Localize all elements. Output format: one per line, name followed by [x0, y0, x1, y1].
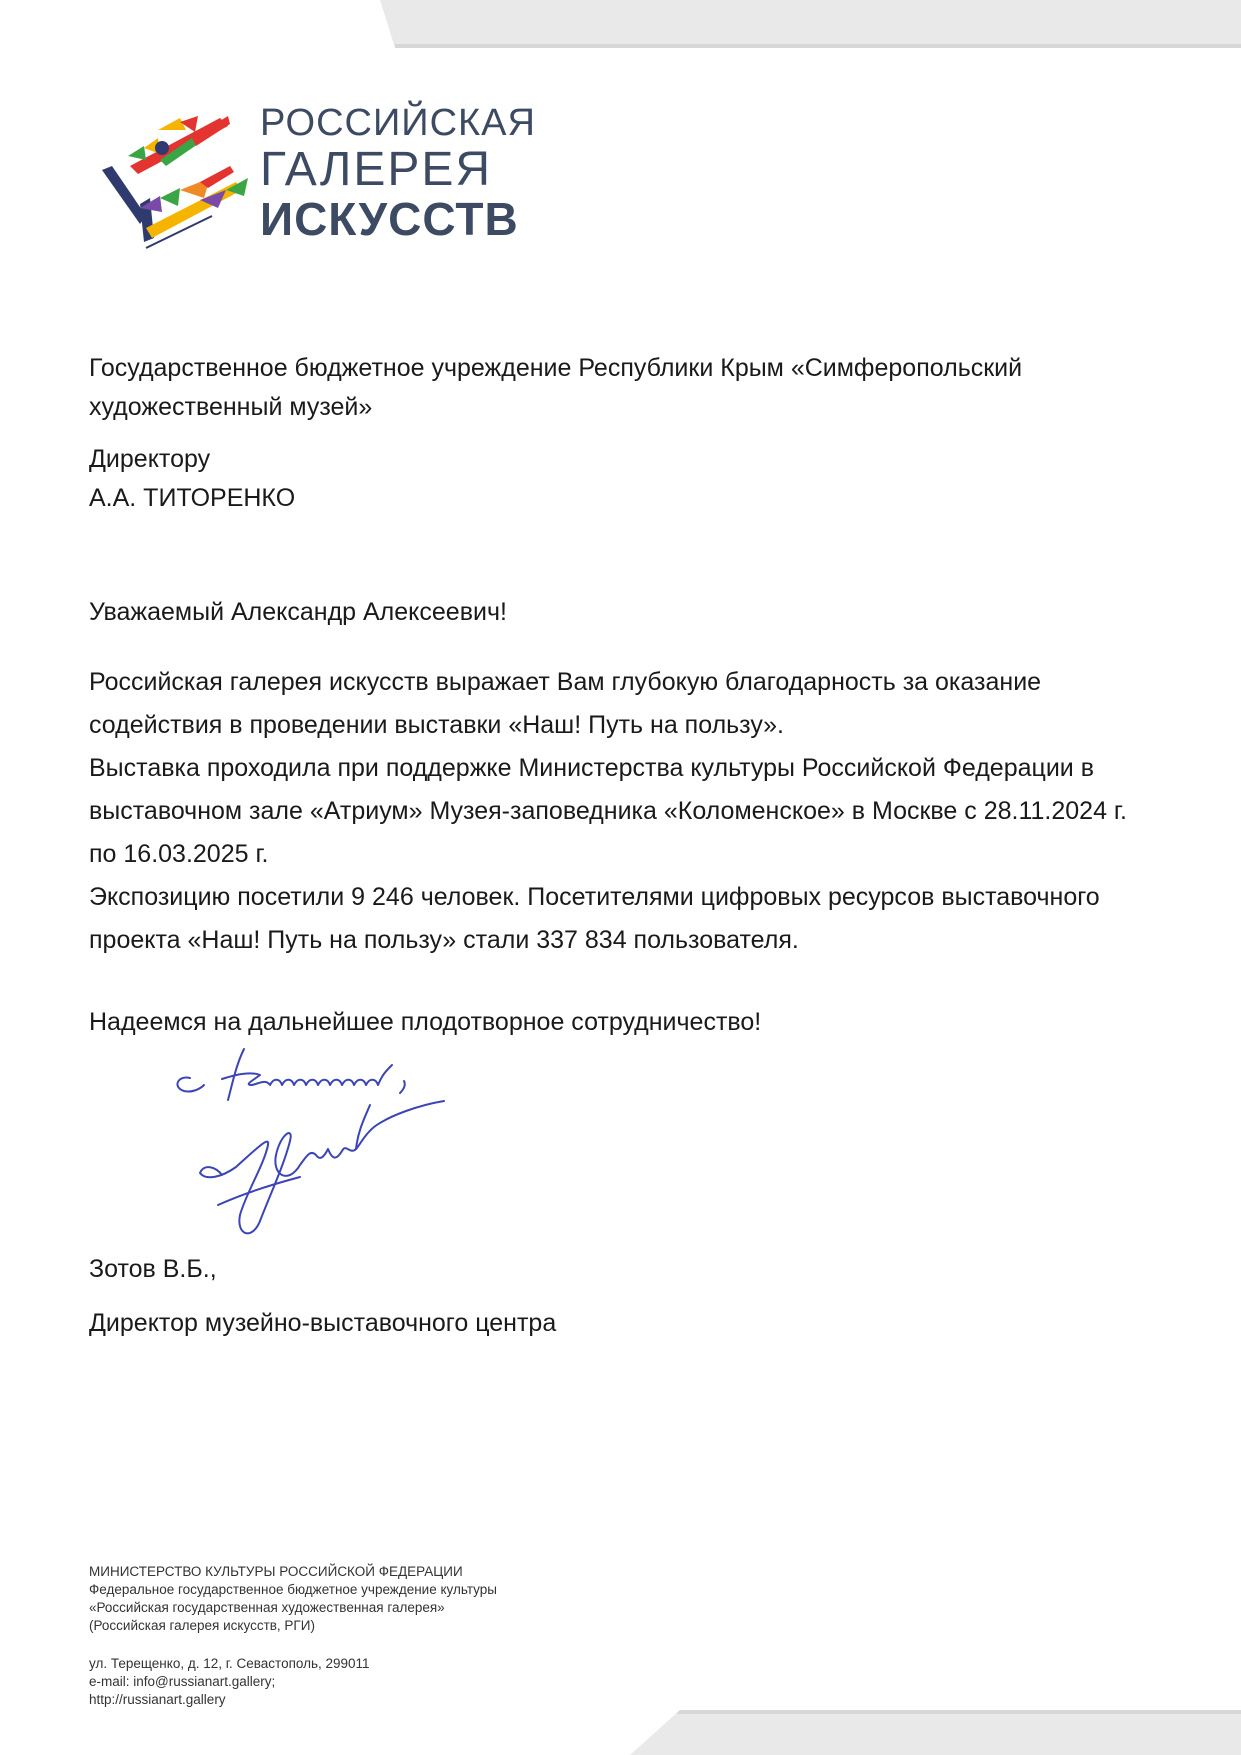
closing-line: Надеемся на дальнейшее плодотворное сотрудничество! [89, 1008, 762, 1036]
letterhead-footer [89, 1563, 497, 1709]
logo-text-line1: РОССИЙСКАЯ [260, 102, 536, 144]
letter-body [89, 661, 1149, 962]
logo-text-line3: ИСКУССТВ [260, 193, 519, 245]
body-paragraph-exhibition: Выставка проходила при поддержке Министерства культуры Российской Федерации в выставочном зале «Атриум» Музея-заповедника «Коломенское» в Москве с 28.11.2024 г. по 16.03.2025 г. [89, 754, 1127, 868]
footer-decor-band [0, 1710, 1241, 1755]
gallery-logo-text [260, 100, 536, 245]
addressee-name: А.А. ТИТОРЕНКО [89, 484, 296, 512]
gallery-logo-mark [100, 108, 250, 258]
signer-name: Зотов В.Б., [89, 1255, 217, 1283]
addressee-organization: Государственное бюджетное учреждение Республики Крым «Симферопольский художественный музей» [89, 354, 1023, 421]
body-paragraph-gratitude: Российская галерея искусств выражает Вам глубокую благодарность за оказание содействия в проведении выставки «Наш! Путь на пользу». [89, 668, 1042, 739]
addressee-title: Директору [89, 445, 211, 473]
footer-ministry: МИНИСТЕРСТВО КУЛЬТУРЫ РОССИЙСКОЙ ФЕДЕРАЦИИ [89, 1564, 463, 1579]
handwritten-signature [160, 1045, 500, 1285]
salutation: Уважаемый Александр Алексеевич! [89, 598, 507, 626]
footer-institution-short-name: (Российская галерея искусств, РГИ) [89, 1618, 315, 1633]
signer-position: Директор музейно-выставочного центра [89, 1309, 557, 1337]
footer-address: ул. Терещенко, д. 12, г. Севастополь, 299011 [89, 1656, 370, 1671]
footer-email: e-mail: info@russianart.gallery; [89, 1674, 276, 1689]
footer-institution-name: «Российская государственная художественная галерея» [89, 1600, 445, 1615]
footer-institution-type: Федеральное государственное бюджетное учреждение культуры [89, 1582, 497, 1597]
footer-website: http://russianart.gallery [89, 1692, 226, 1707]
footer-spacer [89, 1635, 497, 1655]
gallery-logo [100, 100, 536, 260]
body-paragraph-visitors: Экспозицию посетили 9 246 человек. Посетителями цифровых ресурсов выставочного проекта «Наш! Путь на пользу» стали 337 834 пользователя. [89, 883, 1100, 954]
logo-text-line2: ГАЛЕРЕЯ [260, 143, 493, 196]
header-decor-band [0, 0, 1241, 50]
